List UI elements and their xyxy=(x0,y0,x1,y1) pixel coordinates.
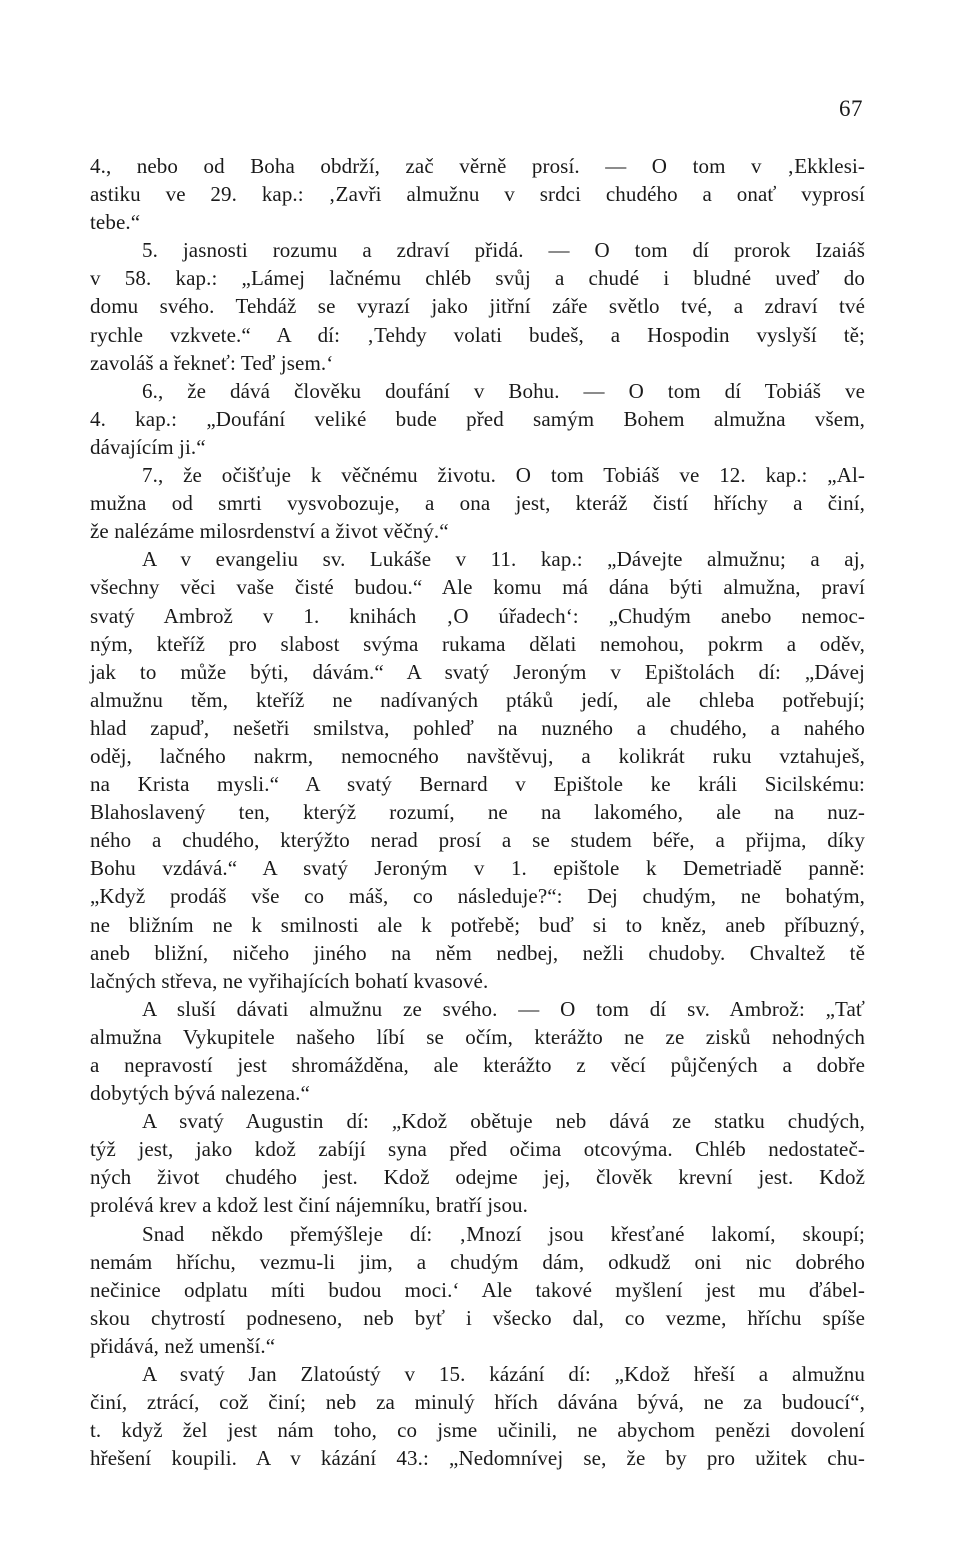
text-line: že nalézáme milosrdenství a život věčný.“ xyxy=(90,519,449,544)
text-line: astiku ve 29. kap.: ‚Zavři almužnu v srdci chudého a onať vyprosí xyxy=(90,182,865,207)
text-line: 4., nebo od Boha obdrží, zač věrně prosí. — O tom v ‚Ekklesi- xyxy=(90,154,865,178)
text-line: dobytých bývá nalezena.“ xyxy=(90,1081,310,1106)
text-line: domu svého. Tehdáž se vyrazí jako jitřní záře světlo tvé, a zdraví tvé xyxy=(90,294,865,319)
text-line: v 58. kap.: „Lámej lačnému chléb svůj a chudé i bludné uveď do xyxy=(90,266,865,291)
text-line: almužnu těm, kteříž ne nadívaných ptáků jedí, ale chleba potřebují; xyxy=(90,687,865,712)
text-line: svatý Ambrož v 1. knihách ‚O úřadech‘: „Chudým anebo nemoc- xyxy=(90,603,865,628)
text-line: t. když žel jest nám toho, co jsme učinili, ne abychom penězi dovolení xyxy=(90,1418,865,1443)
text-line: a nepravostí jest shromážděna, ale kterážto z věcí půjčených a dobře xyxy=(90,1053,865,1077)
text-line: hřešení koupili. A v kázání 43.: „Nedomnívej se, že by pro užitek chu- xyxy=(90,1446,865,1471)
page-number: 67 xyxy=(839,96,863,121)
text-line: nečinice odplatu míti budou moci.‘ Ale takové myšlení jest mu ďábel- xyxy=(90,1277,865,1302)
text-line: A sluší dávati almužnu ze svého. — O tom dí sv. Ambrož: „Tať xyxy=(142,996,865,1021)
text-line: ne bližním ne k smilnosti ale k potřebě; buď si to kněz, aneb příbuzný, xyxy=(90,912,865,937)
text-line: 5. jasnosti rozumu a zdraví přidá. — O tom dí prorok Izaiáš xyxy=(142,238,865,263)
text-line: ným, kteříž pro slabost svýma rukama dělati nemohou, pokrm a oděv, xyxy=(90,631,865,656)
body-text xyxy=(90,152,865,1472)
text-line: všechny věci vaše čisté budou.“ Ale komu má dána býti almužna, praví xyxy=(90,575,865,600)
text-line: oděj, lačného nakrm, nemocného navštěvuj, a kolikrát ruku vztahuješ, xyxy=(90,743,865,768)
text-line: prolévá krev a kdož lest činí nájemníku, bratří jsou. xyxy=(90,1193,529,1218)
text-line: A v evangeliu sv. Lukáše v 11. kap.: „Dávejte almužnu; a aj, xyxy=(142,547,865,572)
text-line: „Když prodáš vše co máš, co následuje?“: Dej chudým, ne bohatým, xyxy=(90,884,865,909)
text-line: ných život chudého jest. Kdož odejme jej, člověk krevní jest. Kdož xyxy=(90,1165,865,1190)
text-line: almužna Vykupitele našeho líbí se očím, kterážto ne ze zisků nehodných xyxy=(90,1024,865,1049)
text-line: nemám hříchu, vezmu-li jim, a chudým dám, odkudž oni nic dobrého xyxy=(90,1249,865,1274)
text-line: A svatý Augustin dí: „Kdož obětuje neb dává ze statku chudých, xyxy=(142,1109,865,1134)
text-line: rychle vzkvete.“ A dí: ‚Tehdy volati budeš, a Hospodin vyslyší tě; xyxy=(90,322,865,347)
text-line: 4. kap.: „Doufání veliké bude před samým Bohem almužna všem, xyxy=(90,406,865,431)
text-line: jak to může býti, dávám.“ A svatý Jeroným v Epištolách dí: „Dávej xyxy=(90,659,865,684)
text-line: tebe.“ xyxy=(90,210,141,235)
text-line: týž jest, jako kdož zabíjí syna před očima otcovýma. Chléb nedostateč- xyxy=(90,1137,865,1162)
text-line: Blahoslavený ten, kterýž rozumí, ne na lakomého, ale na nuz- xyxy=(90,800,865,825)
text-line: A svatý Jan Zlatoústý v 15. kázání dí: „Kdož hřeší a almužnu xyxy=(142,1362,865,1387)
text-line: ného a chudého, kterýžto nerad prosí a se studem béře, a přijma, díky xyxy=(90,828,865,853)
text-line: skou chytrostí podneseno, neb byť i všecko dal, co vezme, hříchu spíše xyxy=(90,1305,865,1330)
text-line: 6., že dává člověku doufání v Bohu. — O tom dí Tobiáš ve xyxy=(142,378,865,403)
text-line: aneb bližní, ničeho jiného na něm nedbej, nežli chudoby. Chvaltež tě xyxy=(90,940,865,965)
text-line: na Krista mysli.“ A svatý Bernard v Epištole ke králi Sicilskému: xyxy=(90,772,865,797)
text-line: zavoláš a řekneť: Teď jsem.‘ xyxy=(90,350,334,375)
text-line: činí, ztrácí, což činí; neb za minulý hřích dávána bývá, ne za budoucí“, xyxy=(90,1390,865,1415)
text-line: Bohu vzdává.“ A svatý Jeroným v 1. epištole k Demetriadě panně: xyxy=(90,856,865,881)
text-line: 7., že očišťuje k věčnému životu. O tom Tobiáš ve 12. kap.: „Al- xyxy=(142,463,865,488)
text-line: mužna od smrti vysvobozuje, a ona jest, kteráž čistí hříchy a činí, xyxy=(90,491,865,516)
text-line: hlad zapuď, nešetři smilstva, pohleď na nuzného a chudého, a nahého xyxy=(90,715,865,740)
text-line: dávajícím ji.“ xyxy=(90,434,206,459)
text-line: přidává, než umenší.“ xyxy=(90,1333,276,1358)
text-line: lačných střeva, ne vyřihajících bohatí kvasové. xyxy=(90,968,489,993)
text-line: Snad někdo přemýšleje dí: ‚Mnozí jsou křesťané lakomí, skoupí; xyxy=(142,1221,865,1246)
